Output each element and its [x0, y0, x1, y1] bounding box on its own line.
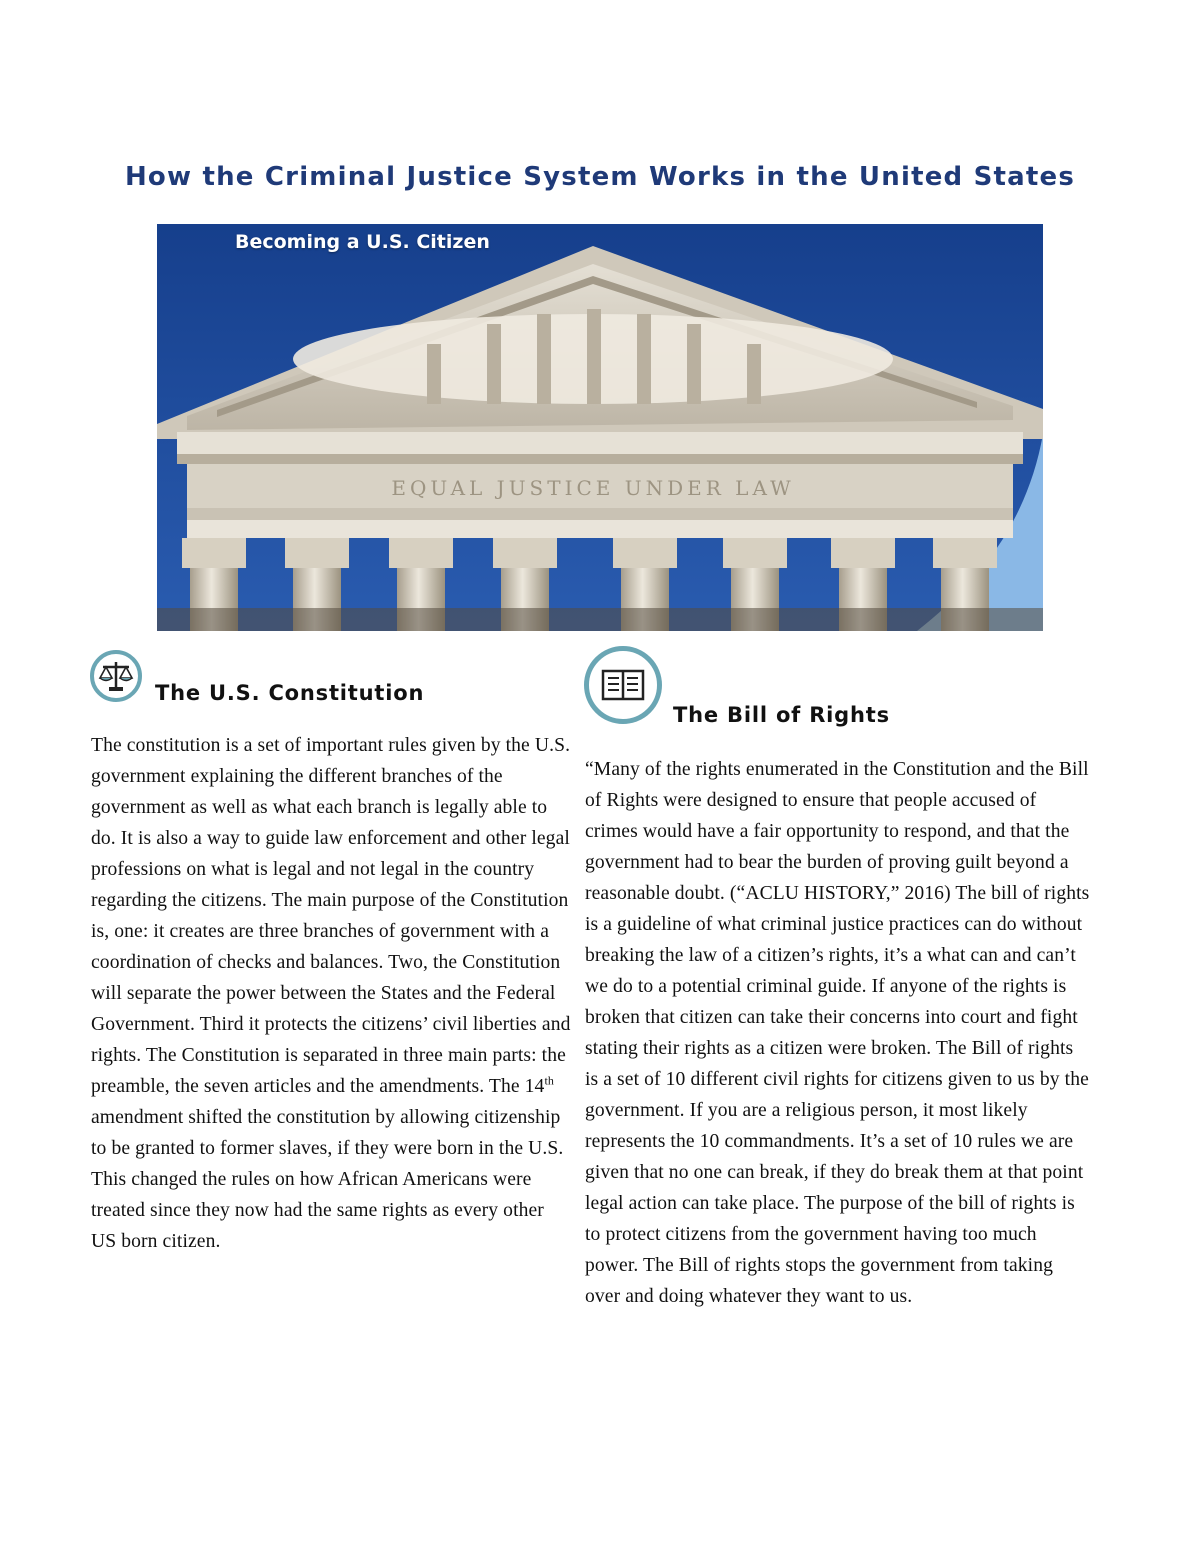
constitution-heading: The U.S. Constitution — [155, 681, 425, 705]
constitution-text-part2: amendment shifted the constitution by allowing citizenship to be granted to former slaves, if they were born in the U.S. This changed the rules on how African Americans were treated since they now had the same rights as every other US born citizen. — [91, 1107, 564, 1252]
book-icon — [584, 646, 662, 724]
supreme-court-image — [157, 224, 1043, 631]
hero-caption: Becoming a U.S. Citizen — [235, 231, 490, 253]
bill-of-rights-text: “Many of the rights enumerated in the Constitution and the Bill of Rights were designed to ensure that people accused of crimes would have a fair opportunity to respond, and that the government had to bear the burden of proving guilt beyond a reasonable doubt. (“ACLU HISTORY,” 2016) The bill of rights is a guideline of what criminal justice practices can do without breaking the law of a citizen’s rights, it’s a what can and can’t we do to a potential criminal guide. If anyone of the rights is broken that citizen can take their concerns into court and fight stating their rights as a citizen were broken. The Bill of rights is a set of 10 different civil rights for citizens given to us by the government. If you are a religious person, it most likely represents the 10 commandments. It’s a set of 10 rules we are given that no one can break, if they do break them at that point legal action can take place. The purpose of the bill of rights is to protect citizens from the government having too much power. The Bill of rights stops the government from taking over and doing whatever they want to us. — [585, 759, 1090, 1307]
constitution-body — [91, 730, 571, 1257]
page-title: How the Criminal Justice System Works in the United States — [124, 162, 1076, 192]
ordinal-suffix: th — [544, 1073, 555, 1088]
constitution-text-part1: The constitution is a set of important rules given by the U.S. government explaining the different branches of the government as well as what each branch is legally able to do. It is also a way to guide law enforcement and other legal professions on what is legal and not legal in the country regarding the citizens. The main purpose of the Constitution is, one: it creates are three branches of government with a coordination of checks and balances. Two, the Constitution will separate the power between the States and the Federal Government. Third it protects the citizens’ civil liberties and rights. The Constitution is separated in three main parts: the preamble, the seven articles and the amendments. The 14 — [91, 735, 571, 1097]
bill-of-rights-heading: The Bill of Rights — [673, 703, 890, 727]
supreme-court-illustration — [157, 224, 1043, 631]
frieze-inscription: EQUAL JUSTICE UNDER LAW — [391, 476, 795, 500]
bill-of-rights-body — [585, 754, 1090, 1312]
scales-of-justice-icon — [90, 650, 142, 702]
